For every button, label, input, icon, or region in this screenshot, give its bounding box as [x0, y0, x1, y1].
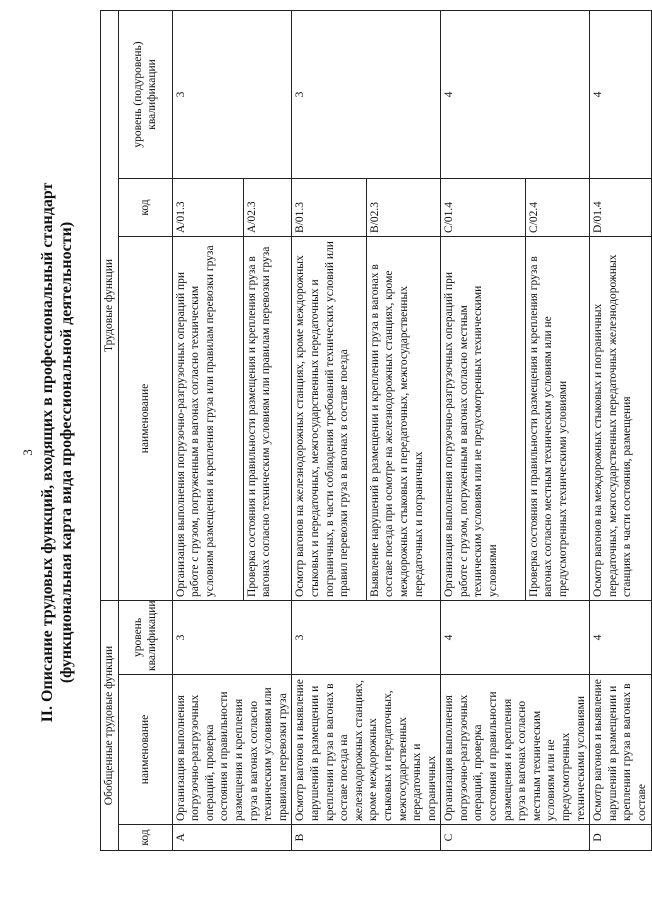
generalized-code: C [441, 825, 590, 851]
table-row [590, 10, 651, 850]
function-code: C/02.4 [525, 178, 589, 236]
header-level: уровень квалификации [118, 600, 172, 674]
page-number: 3 [20, 449, 35, 456]
generalized-level: 4 [590, 600, 651, 674]
function-sublevel: 4 [590, 10, 651, 178]
functional-map-table-wrapper [100, 11, 652, 851]
function-name: Выявление нарушений в размещении и креплении груза в вагонах в составе поезда при осмотре на железнодорожных станциях, кроме междорожных стыковых и передаточных, межгосударственных передаточных и пограничных [366, 236, 440, 600]
function-code: A/02.3 [243, 178, 292, 236]
title-line-1: II. Описание трудовых функций, входящих в профессиональный стандарт [39, 182, 56, 723]
function-name: Организация выполнения погрузочно-разгрузочных операций при работе с грузом, погруженным в вагонах согласно местным техническим условиям или не предусмотренных техническими условиями [441, 236, 526, 600]
function-name: Проверка состояния и правильности размещения и крепления груза в вагонах согласно местным техническим условиям или не предусмотренных техническими условиями [525, 236, 589, 600]
header-generalized-functions: Обобщенные трудовые функции [101, 600, 119, 850]
function-code: A/01.3 [172, 178, 243, 236]
generalized-level: 3 [172, 600, 292, 674]
generalized-level: 4 [441, 600, 590, 674]
header-code: код [118, 825, 172, 851]
generalized-name: Осмотр вагонов и выявление нарушений в размещении и креплении груза в вагонах в составе [590, 675, 651, 825]
function-sublevel: 3 [292, 10, 441, 178]
generalized-name: Организация выполнения погрузочно-разгрузочных операций, проверка состояния и правильности размещения и крепления груза в вагонах согласно местным техническим условиям или не предусмотренных техническими условиями [441, 675, 590, 825]
header-sublevel: уровень (подуровень) квалификации [118, 10, 172, 178]
header-labor-functions: Трудовые функции [101, 10, 119, 600]
function-name: Осмотр вагонов на железнодорожных станциях, кроме междорожных стыковых и передаточных, межгосударственных передаточных и пограничных, в части соблюдения требований технических условий или правил перевозки груза в вагонах в составе поезда [292, 236, 366, 600]
function-sublevel: 3 [172, 10, 292, 178]
generalized-level: 3 [292, 600, 441, 674]
table-row [292, 10, 366, 850]
table-row [172, 10, 243, 850]
generalized-code: B [292, 825, 441, 851]
header-function-name: наименование [118, 236, 172, 600]
function-sublevel: 4 [441, 10, 590, 178]
generalized-code: D [590, 825, 651, 851]
function-code: C/01.4 [441, 178, 526, 236]
function-name: Проверка состояния и правильности размещения и крепления груза в вагонах согласно техническим условиям или правилам перевозки груза [243, 236, 292, 600]
generalized-code: A [172, 825, 292, 851]
section-title [38, 0, 76, 905]
function-code: D/01.4 [590, 178, 651, 236]
title-line-2: (функциональная карта вида профессиональной деятельности) [58, 221, 75, 684]
generalized-name: Организация выполнения погрузочно-разгрузочных операций, проверка состояния и правильности размещения и крепления груза в вагонах согласно техническим условиям или правилам перевозки груза [172, 675, 292, 825]
function-code: B/01.3 [292, 178, 366, 236]
function-name: Осмотр вагонов на междорожных стыковых и пограничных передаточных, межгосударственных передаточных железнодорожных станциях в части состояния, размещения [590, 236, 651, 600]
function-name: Организация выполнения погрузочно-разгрузочных операций при работе с грузом, погруженным в вагонах согласно техническим условиям размещения и крепления груза или правилам перевозки груза [172, 236, 243, 600]
header-name: наименование [118, 675, 172, 825]
function-code: B/02.3 [366, 178, 440, 236]
generalized-name: Осмотр вагонов и выявление нарушений в размещении и креплении груза в вагонах в составе поезда на железнодорожных станциях, кроме междорожных стыковых и передаточных, межгосударственных передаточных и пограничных [292, 675, 441, 825]
header-function-code: код [118, 178, 172, 236]
table-row [441, 10, 526, 850]
functional-map-table [100, 10, 652, 851]
